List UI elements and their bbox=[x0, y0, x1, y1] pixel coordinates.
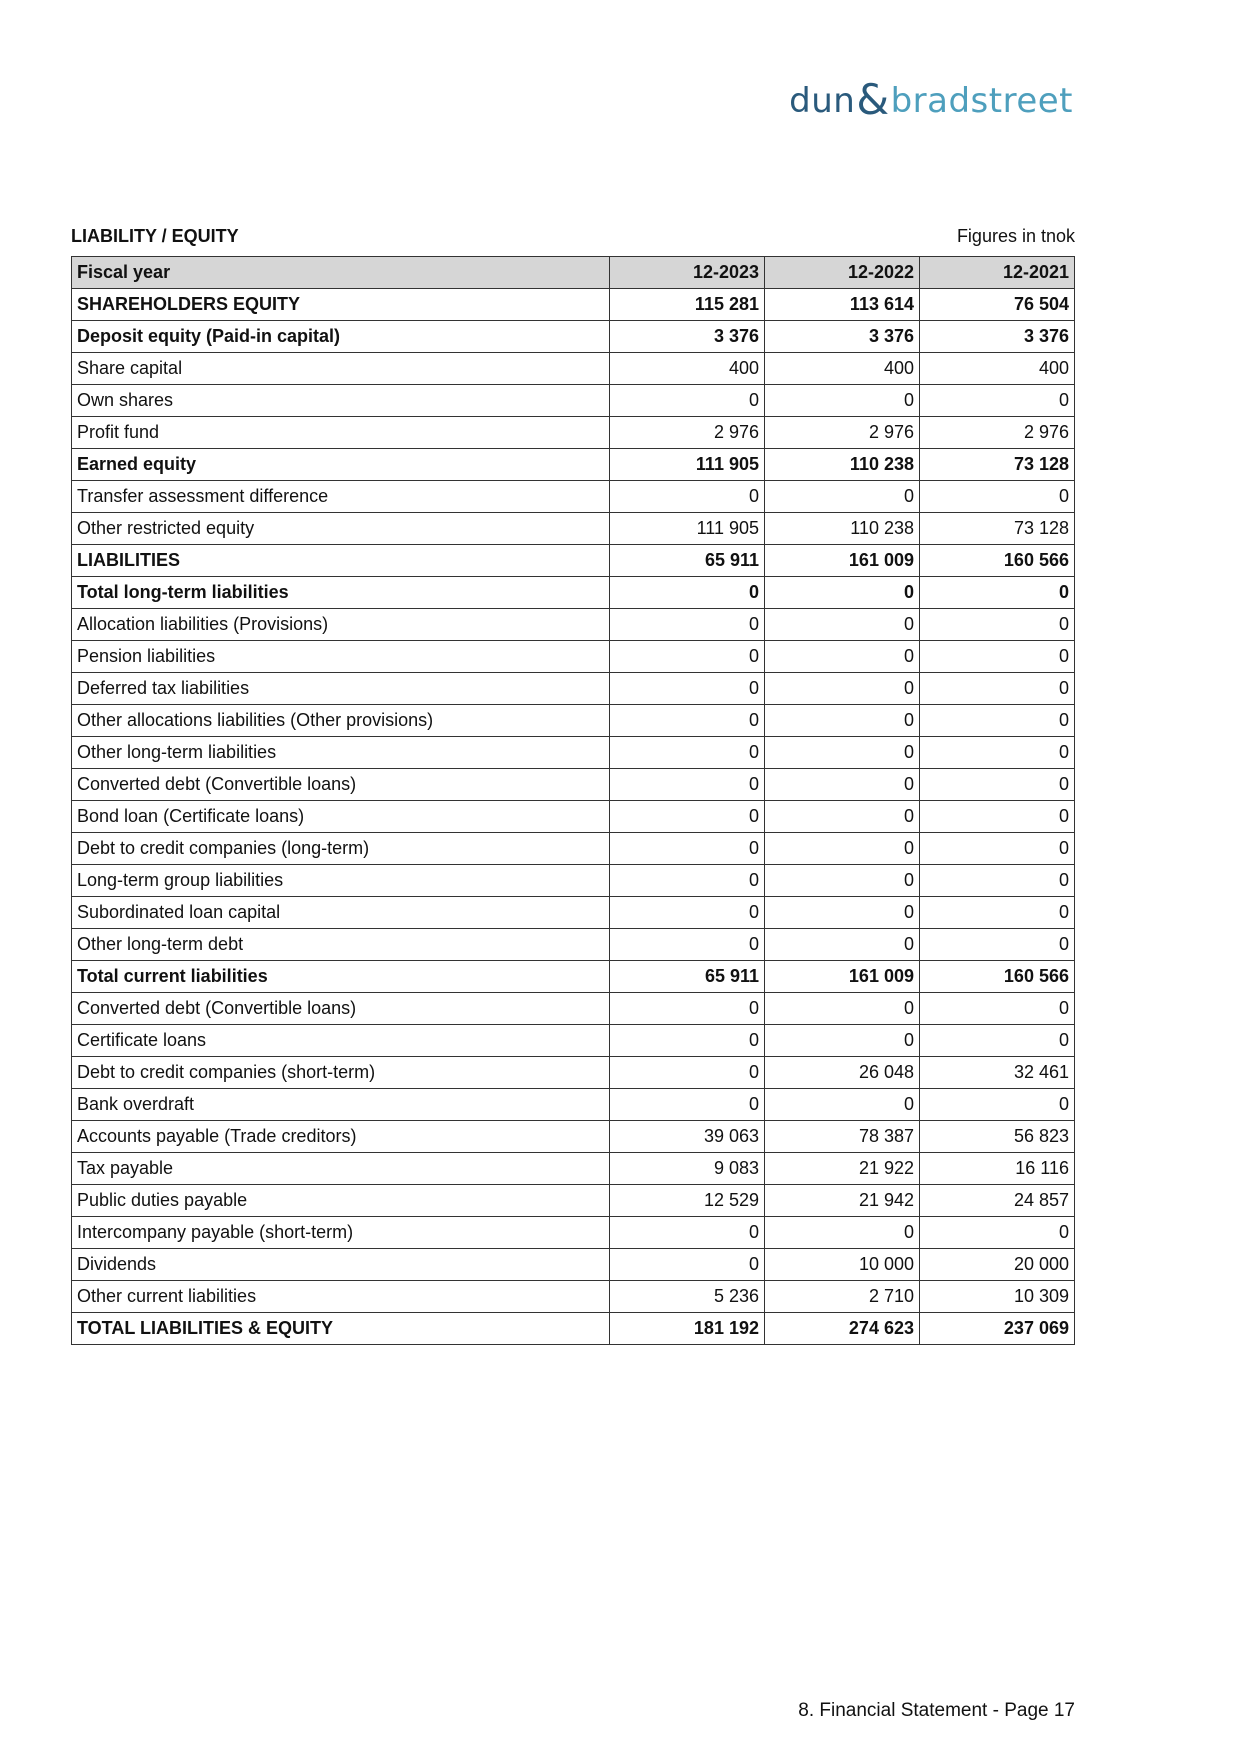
row-label: Converted debt (Convertible loans) bbox=[72, 993, 610, 1025]
table-header-row bbox=[72, 257, 1075, 289]
table-row bbox=[72, 609, 1075, 641]
table-row bbox=[72, 673, 1075, 705]
row-label: Profit fund bbox=[72, 417, 610, 449]
row-value: 2 976 bbox=[920, 417, 1075, 449]
section-header bbox=[71, 226, 1075, 247]
row-value: 0 bbox=[610, 673, 765, 705]
table-row bbox=[72, 737, 1075, 769]
row-value: 0 bbox=[765, 385, 920, 417]
row-value: 73 128 bbox=[920, 449, 1075, 481]
row-label: Debt to credit companies (long-term) bbox=[72, 833, 610, 865]
row-value: 3 376 bbox=[765, 321, 920, 353]
row-value: 0 bbox=[920, 1217, 1075, 1249]
row-label: Other restricted equity bbox=[72, 513, 610, 545]
row-label: SHAREHOLDERS EQUITY bbox=[72, 289, 610, 321]
row-value: 0 bbox=[920, 481, 1075, 513]
liability-equity-table bbox=[71, 256, 1075, 1345]
row-value: 39 063 bbox=[610, 1121, 765, 1153]
row-value: 0 bbox=[765, 577, 920, 609]
table-row bbox=[72, 897, 1075, 929]
page-footer: 8. Financial Statement - Page 17 bbox=[798, 1700, 1075, 1721]
table-row bbox=[72, 481, 1075, 513]
row-value: 32 461 bbox=[920, 1057, 1075, 1089]
row-value: 110 238 bbox=[765, 449, 920, 481]
table-row bbox=[72, 769, 1075, 801]
row-value: 0 bbox=[920, 609, 1075, 641]
row-label: Share capital bbox=[72, 353, 610, 385]
row-label: Total current liabilities bbox=[72, 961, 610, 993]
row-value: 0 bbox=[610, 1025, 765, 1057]
row-value: 0 bbox=[920, 385, 1075, 417]
table-row bbox=[72, 1313, 1075, 1345]
row-value: 0 bbox=[610, 385, 765, 417]
table-row bbox=[72, 1185, 1075, 1217]
row-value: 3 376 bbox=[610, 321, 765, 353]
header-year-2021: 12-2021 bbox=[920, 257, 1075, 289]
table-row bbox=[72, 833, 1075, 865]
row-label: Tax payable bbox=[72, 1153, 610, 1185]
row-value: 0 bbox=[610, 641, 765, 673]
row-value: 0 bbox=[765, 705, 920, 737]
row-value: 0 bbox=[920, 1025, 1075, 1057]
row-value: 0 bbox=[765, 865, 920, 897]
row-value: 0 bbox=[765, 641, 920, 673]
row-value: 0 bbox=[765, 769, 920, 801]
logo-ampersand: & bbox=[856, 75, 890, 124]
row-value: 0 bbox=[765, 897, 920, 929]
row-label: Total long-term liabilities bbox=[72, 577, 610, 609]
row-value: 0 bbox=[610, 481, 765, 513]
row-label: Other long-term debt bbox=[72, 929, 610, 961]
row-value: 16 116 bbox=[920, 1153, 1075, 1185]
row-value: 160 566 bbox=[920, 961, 1075, 993]
row-value: 0 bbox=[765, 609, 920, 641]
row-value: 5 236 bbox=[610, 1281, 765, 1313]
row-value: 76 504 bbox=[920, 289, 1075, 321]
header-fiscal-year: Fiscal year bbox=[72, 257, 610, 289]
row-value: 21 942 bbox=[765, 1185, 920, 1217]
row-value: 0 bbox=[610, 737, 765, 769]
row-label: Deferred tax liabilities bbox=[72, 673, 610, 705]
row-value: 0 bbox=[765, 801, 920, 833]
row-value: 2 710 bbox=[765, 1281, 920, 1313]
row-value: 0 bbox=[765, 929, 920, 961]
row-value: 0 bbox=[610, 897, 765, 929]
row-value: 274 623 bbox=[765, 1313, 920, 1345]
table-row bbox=[72, 929, 1075, 961]
row-label: Other long-term liabilities bbox=[72, 737, 610, 769]
row-label: Other allocations liabilities (Other provisions) bbox=[72, 705, 610, 737]
table-row bbox=[72, 449, 1075, 481]
row-value: 56 823 bbox=[920, 1121, 1075, 1153]
table-row bbox=[72, 961, 1075, 993]
table-row bbox=[72, 1025, 1075, 1057]
table-row bbox=[72, 1249, 1075, 1281]
table-row bbox=[72, 993, 1075, 1025]
row-label: LIABILITIES bbox=[72, 545, 610, 577]
row-value: 0 bbox=[765, 1089, 920, 1121]
row-value: 400 bbox=[765, 353, 920, 385]
row-value: 115 281 bbox=[610, 289, 765, 321]
row-value: 9 083 bbox=[610, 1153, 765, 1185]
row-value: 0 bbox=[765, 1025, 920, 1057]
row-value: 12 529 bbox=[610, 1185, 765, 1217]
row-label: Long-term group liabilities bbox=[72, 865, 610, 897]
row-label: Own shares bbox=[72, 385, 610, 417]
row-value: 110 238 bbox=[765, 513, 920, 545]
table-row bbox=[72, 705, 1075, 737]
row-value: 10 309 bbox=[920, 1281, 1075, 1313]
row-value: 400 bbox=[610, 353, 765, 385]
row-value: 160 566 bbox=[920, 545, 1075, 577]
row-value: 0 bbox=[610, 1249, 765, 1281]
row-value: 21 922 bbox=[765, 1153, 920, 1185]
table-row bbox=[72, 513, 1075, 545]
row-value: 0 bbox=[610, 577, 765, 609]
table-body bbox=[72, 289, 1075, 1345]
row-value: 0 bbox=[610, 993, 765, 1025]
table-row bbox=[72, 641, 1075, 673]
header-year-2022: 12-2022 bbox=[765, 257, 920, 289]
row-value: 0 bbox=[920, 769, 1075, 801]
row-value: 0 bbox=[765, 833, 920, 865]
row-value: 3 376 bbox=[920, 321, 1075, 353]
row-value: 65 911 bbox=[610, 545, 765, 577]
table-row bbox=[72, 289, 1075, 321]
row-value: 113 614 bbox=[765, 289, 920, 321]
row-value: 0 bbox=[920, 737, 1075, 769]
row-label: Transfer assessment difference bbox=[72, 481, 610, 513]
table-row bbox=[72, 417, 1075, 449]
row-value: 78 387 bbox=[765, 1121, 920, 1153]
row-value: 2 976 bbox=[765, 417, 920, 449]
row-value: 0 bbox=[920, 705, 1075, 737]
table-row bbox=[72, 545, 1075, 577]
table-row bbox=[72, 577, 1075, 609]
row-label: Other current liabilities bbox=[72, 1281, 610, 1313]
row-label: Earned equity bbox=[72, 449, 610, 481]
units-note: Figures in tnok bbox=[956, 226, 1075, 246]
row-label: Intercompany payable (short-term) bbox=[72, 1217, 610, 1249]
table-row bbox=[72, 321, 1075, 353]
row-value: 111 905 bbox=[610, 449, 765, 481]
row-value: 0 bbox=[920, 1089, 1075, 1121]
row-value: 0 bbox=[610, 1217, 765, 1249]
row-value: 10 000 bbox=[765, 1249, 920, 1281]
row-value: 0 bbox=[765, 1217, 920, 1249]
row-value: 0 bbox=[920, 801, 1075, 833]
row-value: 0 bbox=[610, 1057, 765, 1089]
row-label: Subordinated loan capital bbox=[72, 897, 610, 929]
row-value: 73 128 bbox=[920, 513, 1075, 545]
row-value: 161 009 bbox=[765, 545, 920, 577]
row-value: 0 bbox=[920, 641, 1075, 673]
logo-text-bradstreet: bradstreet bbox=[890, 81, 1073, 121]
row-label: Accounts payable (Trade creditors) bbox=[72, 1121, 610, 1153]
row-label: Bank overdraft bbox=[72, 1089, 610, 1121]
row-value: 0 bbox=[920, 929, 1075, 961]
row-value: 2 976 bbox=[610, 417, 765, 449]
table-row bbox=[72, 1121, 1075, 1153]
row-value: 181 192 bbox=[610, 1313, 765, 1345]
table-row bbox=[72, 801, 1075, 833]
row-label: Certificate loans bbox=[72, 1025, 610, 1057]
row-value: 65 911 bbox=[610, 961, 765, 993]
table-row bbox=[72, 385, 1075, 417]
row-value: 0 bbox=[610, 833, 765, 865]
row-value: 0 bbox=[920, 833, 1075, 865]
row-value: 0 bbox=[920, 577, 1075, 609]
row-value: 0 bbox=[610, 705, 765, 737]
row-label: Bond loan (Certificate loans) bbox=[72, 801, 610, 833]
section-title: LIABILITY / EQUITY bbox=[71, 226, 239, 246]
header-year-2023: 12-2023 bbox=[610, 257, 765, 289]
row-value: 0 bbox=[920, 993, 1075, 1025]
row-value: 0 bbox=[765, 737, 920, 769]
table-row bbox=[72, 1057, 1075, 1089]
row-label: Debt to credit companies (short-term) bbox=[72, 1057, 610, 1089]
row-value: 0 bbox=[920, 897, 1075, 929]
row-value: 0 bbox=[765, 673, 920, 705]
row-value: 0 bbox=[610, 865, 765, 897]
row-label: Dividends bbox=[72, 1249, 610, 1281]
row-value: 0 bbox=[765, 481, 920, 513]
row-label: Public duties payable bbox=[72, 1185, 610, 1217]
table-row bbox=[72, 353, 1075, 385]
row-value: 24 857 bbox=[920, 1185, 1075, 1217]
row-label: Allocation liabilities (Provisions) bbox=[72, 609, 610, 641]
row-value: 0 bbox=[765, 993, 920, 1025]
row-value: 0 bbox=[610, 1089, 765, 1121]
row-value: 20 000 bbox=[920, 1249, 1075, 1281]
row-value: 26 048 bbox=[765, 1057, 920, 1089]
row-value: 400 bbox=[920, 353, 1075, 385]
row-value: 0 bbox=[610, 609, 765, 641]
table-row bbox=[72, 1217, 1075, 1249]
row-value: 0 bbox=[610, 801, 765, 833]
row-value: 0 bbox=[920, 865, 1075, 897]
row-value: 237 069 bbox=[920, 1313, 1075, 1345]
row-label: TOTAL LIABILITIES & EQUITY bbox=[72, 1313, 610, 1345]
row-label: Deposit equity (Paid-in capital) bbox=[72, 321, 610, 353]
row-value: 0 bbox=[610, 929, 765, 961]
logo-text-dun: dun bbox=[789, 81, 856, 121]
table-row bbox=[72, 865, 1075, 897]
dun-bradstreet-logo bbox=[789, 75, 1073, 124]
table-row bbox=[72, 1089, 1075, 1121]
row-label: Converted debt (Convertible loans) bbox=[72, 769, 610, 801]
row-label: Pension liabilities bbox=[72, 641, 610, 673]
table-row bbox=[72, 1281, 1075, 1313]
row-value: 111 905 bbox=[610, 513, 765, 545]
row-value: 0 bbox=[920, 673, 1075, 705]
table-row bbox=[72, 1153, 1075, 1185]
row-value: 0 bbox=[610, 769, 765, 801]
row-value: 161 009 bbox=[765, 961, 920, 993]
